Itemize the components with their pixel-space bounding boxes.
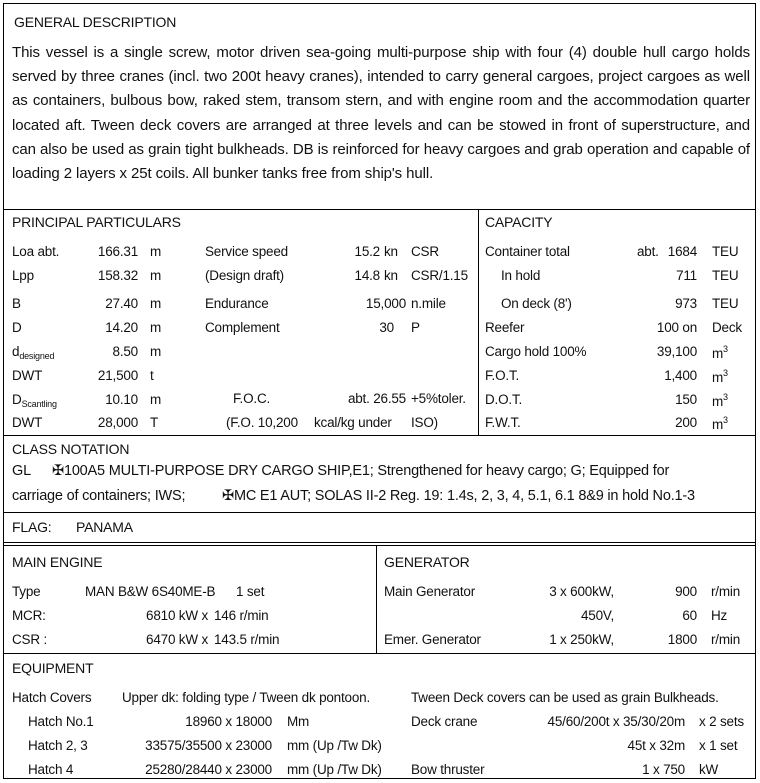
- capacity-label: In hold: [501, 268, 541, 283]
- capacity-value: 711: [676, 268, 697, 283]
- tween-deck-note: Tween Deck covers can be used as grain Bulkheads.: [411, 690, 719, 705]
- emer-generator-rpm-unit: r/min: [711, 632, 740, 647]
- principal-unit: m: [150, 344, 162, 359]
- foc-note: +5%toler.: [411, 391, 466, 406]
- class-gl: GL: [12, 463, 31, 479]
- class-line1: ✠100A5 MULTI-PURPOSE DRY CARGO SHIP,E1; Strengthened for heavy cargo; G; Equipped for: [52, 463, 670, 479]
- complement-unit: P: [411, 320, 420, 335]
- class-line2a: carriage of containers; IWS;: [12, 488, 186, 504]
- foc-label: F.O.C.: [233, 391, 271, 406]
- hatch23-unit: mm (Up /Tw Dk): [287, 738, 382, 753]
- hatch23-value: 33575/35500 x 23000: [145, 738, 272, 753]
- csr-power: 6470 kW x: [146, 632, 208, 647]
- hatch4-unit: mm (Up /Tw Dk): [287, 762, 382, 777]
- capacity-title: CAPACITY: [485, 214, 553, 230]
- design-draft-unit: kn: [384, 268, 398, 283]
- engine-type-value: MAN B&W 6S40ME-B: [85, 584, 216, 599]
- principal-unit: m: [150, 320, 162, 335]
- capacity-label: Cargo hold 100%: [485, 344, 587, 359]
- generator-voltage: 450V,: [580, 608, 614, 623]
- endurance-value: 15,000: [365, 296, 406, 311]
- hatch4-value: 25280/28440 x 23000: [145, 762, 272, 777]
- generator-freq-unit: Hz: [711, 608, 728, 623]
- principal-label: D: [12, 320, 22, 335]
- capacity-unit: $m^3$: [712, 415, 728, 432]
- deck-crane2-qty: x 1 set: [699, 738, 738, 753]
- class-notation-title: CLASS NOTATION: [12, 441, 130, 457]
- hatch-covers-label: Hatch Covers: [12, 690, 92, 705]
- complement-label: Complement: [205, 320, 280, 335]
- general-description-text: This vessel is a single screw, motor driven sea-going multi-purpose ship with four (4) double hull cargo holds served by three cranes (incl. two 200t heavy cranes), intended to carry general cargoes, project cargoes as well as containers, bulbous bow, raked stem, transom stern, and with engine room and the accommodation quarter located aft. Tween deck covers are arranged at three levels and can be stowed in front of superstructure, and can also be used as grain tight bulkheads. DB is reinforced for heavy cargoes and grab operation and capable of loading 2 layers x 25t coils. All bunker tanks free from ship's hull.: [12, 44, 750, 183]
- mcr-rpm: 146 r/min: [214, 608, 269, 623]
- capacity-value: 1,400: [664, 368, 697, 383]
- capacity-value: 1684: [667, 244, 697, 259]
- engine-type-qty: 1 set: [236, 584, 265, 599]
- design-draft-note: CSR/1.15: [411, 268, 468, 283]
- capacity-label: D.O.T.: [485, 392, 523, 407]
- principal-unit: T: [150, 415, 159, 430]
- capacity-unit: $m^3$: [712, 368, 728, 385]
- fo-label: (F.O. 10,200: [226, 415, 298, 430]
- principal-label: Loa abt.: [12, 244, 60, 259]
- main-generator-qty: 3 x 600kW,: [549, 584, 614, 599]
- service-speed-label: Service speed: [205, 244, 288, 259]
- mcr-power: 6810 kW x: [146, 608, 208, 623]
- foc-value: abt. 26.55: [347, 391, 406, 406]
- principal-value: 158.32: [97, 268, 138, 283]
- service-speed-note: CSR: [411, 244, 439, 259]
- capacity-value: 39,100: [656, 344, 697, 359]
- principal-value: 10.10: [105, 392, 138, 407]
- principal-particulars-title: PRINCIPAL PARTICULARS: [12, 214, 181, 230]
- principal-label: Lpp: [12, 268, 34, 283]
- divider: [4, 435, 755, 436]
- capacity-unit: $m^3$: [712, 344, 728, 361]
- mcr-label: MCR:: [12, 608, 46, 623]
- capacity-label: Container total: [485, 244, 570, 259]
- principal-value: 21,500: [97, 368, 138, 383]
- capacity-label: F.W.T.: [485, 415, 521, 430]
- emer-generator-rpm: 1800: [667, 632, 697, 647]
- emer-generator-qty: 1 x 250kW,: [549, 632, 614, 647]
- engine-type-label: Type: [12, 584, 41, 599]
- principal-unit: m: [150, 296, 162, 311]
- capacity-label: F.O.T.: [485, 368, 520, 383]
- principal-label: $d_{designed}$: [12, 344, 55, 361]
- hatch1-label: Hatch No.1: [28, 714, 94, 729]
- spec-sheet: [3, 3, 756, 779]
- main-generator-label: Main Generator: [384, 584, 475, 599]
- main-generator-rpm: 900: [675, 584, 697, 599]
- capacity-value: 973: [675, 296, 697, 311]
- hatch1-value: 18960 x 18000: [185, 714, 272, 729]
- capacity-prefix: abt.: [637, 244, 659, 259]
- fo-note: ISO): [411, 415, 438, 430]
- principal-value: 28,000: [97, 415, 138, 430]
- capacity-value: 150: [675, 392, 697, 407]
- principal-value: 14.20: [105, 320, 138, 335]
- design-draft-value: 14.8: [354, 268, 380, 283]
- fo-unit: kcal/kg under: [314, 415, 392, 430]
- divider: [376, 545, 377, 653]
- capacity-unit: Deck: [712, 320, 742, 335]
- principal-label: B: [12, 296, 21, 311]
- capacity-unit: $m^3$: [712, 392, 728, 409]
- capacity-label: Reefer: [485, 320, 525, 335]
- principal-unit: m: [150, 268, 162, 283]
- bow-thruster-label: Bow thruster: [411, 762, 485, 777]
- capacity-value: 200: [675, 415, 697, 430]
- capacity-value: 100 on: [656, 320, 697, 335]
- main-generator-rpm-unit: r/min: [711, 584, 740, 599]
- divider: [478, 209, 479, 435]
- bow-thruster-value: 1 x 750: [642, 762, 685, 777]
- principal-value: 8.50: [112, 344, 138, 359]
- principal-label: DWT: [12, 368, 43, 383]
- bow-thruster-unit: kW: [699, 762, 719, 777]
- deck-crane-qty: x 2 sets: [699, 714, 744, 729]
- divider: [4, 542, 755, 543]
- capacity-label: On deck (8'): [501, 296, 572, 311]
- capacity-unit: TEU: [712, 244, 739, 259]
- divider: [4, 545, 755, 546]
- service-speed-unit: kn: [384, 244, 398, 259]
- divider: [4, 512, 755, 513]
- csr-rpm: 143.5 r/min: [214, 632, 280, 647]
- service-speed-value: 15.2: [354, 244, 380, 259]
- capacity-unit: TEU: [712, 296, 739, 311]
- flag-value: PANAMA: [76, 519, 133, 535]
- principal-unit: m: [150, 392, 162, 407]
- main-engine-title: MAIN ENGINE: [12, 554, 103, 570]
- hatch23-label: Hatch 2, 3: [28, 738, 88, 753]
- design-draft-label: (Design draft): [205, 268, 284, 283]
- hatch4-label: Hatch 4: [28, 762, 74, 777]
- deck-crane2-value: 45t x 32m: [627, 738, 685, 753]
- principal-label: DWT: [12, 415, 43, 430]
- principal-value: 166.31: [97, 244, 138, 259]
- hatch-covers-desc: Upper dk: folding type / Tween dk pontoon.: [122, 690, 371, 705]
- class-line2b: ✠MC E1 AUT; SOLAS II-2 Reg. 19: 1.4s, 2, 3, 4, 5.1, 6.1 8&9 in hold No.1-3: [222, 488, 695, 504]
- principal-value: 27.40: [105, 296, 138, 311]
- general-description-title: GENERAL DESCRIPTION: [14, 14, 177, 30]
- complement-value: 30: [379, 320, 394, 335]
- generator-title: GENERATOR: [384, 554, 470, 570]
- equipment-title: EQUIPMENT: [12, 660, 94, 676]
- endurance-unit: n.mile: [411, 296, 446, 311]
- principal-unit: t: [150, 368, 154, 383]
- principal-unit: m: [150, 244, 162, 259]
- flag-label: FLAG:: [12, 519, 52, 535]
- principal-label: $D_{Scantling}$: [12, 392, 57, 409]
- hatch1-unit: Mm: [287, 714, 310, 729]
- endurance-label: Endurance: [205, 296, 269, 311]
- divider: [4, 209, 755, 210]
- csr-label: CSR :: [12, 632, 48, 647]
- capacity-unit: TEU: [712, 268, 739, 283]
- generator-freq: 60: [682, 608, 697, 623]
- emer-generator-label: Emer. Generator: [384, 632, 481, 647]
- divider: [4, 653, 755, 654]
- deck-crane-label: Deck crane: [411, 714, 478, 729]
- deck-crane-value: 45/60/200t x 35/30/20m: [547, 714, 685, 729]
